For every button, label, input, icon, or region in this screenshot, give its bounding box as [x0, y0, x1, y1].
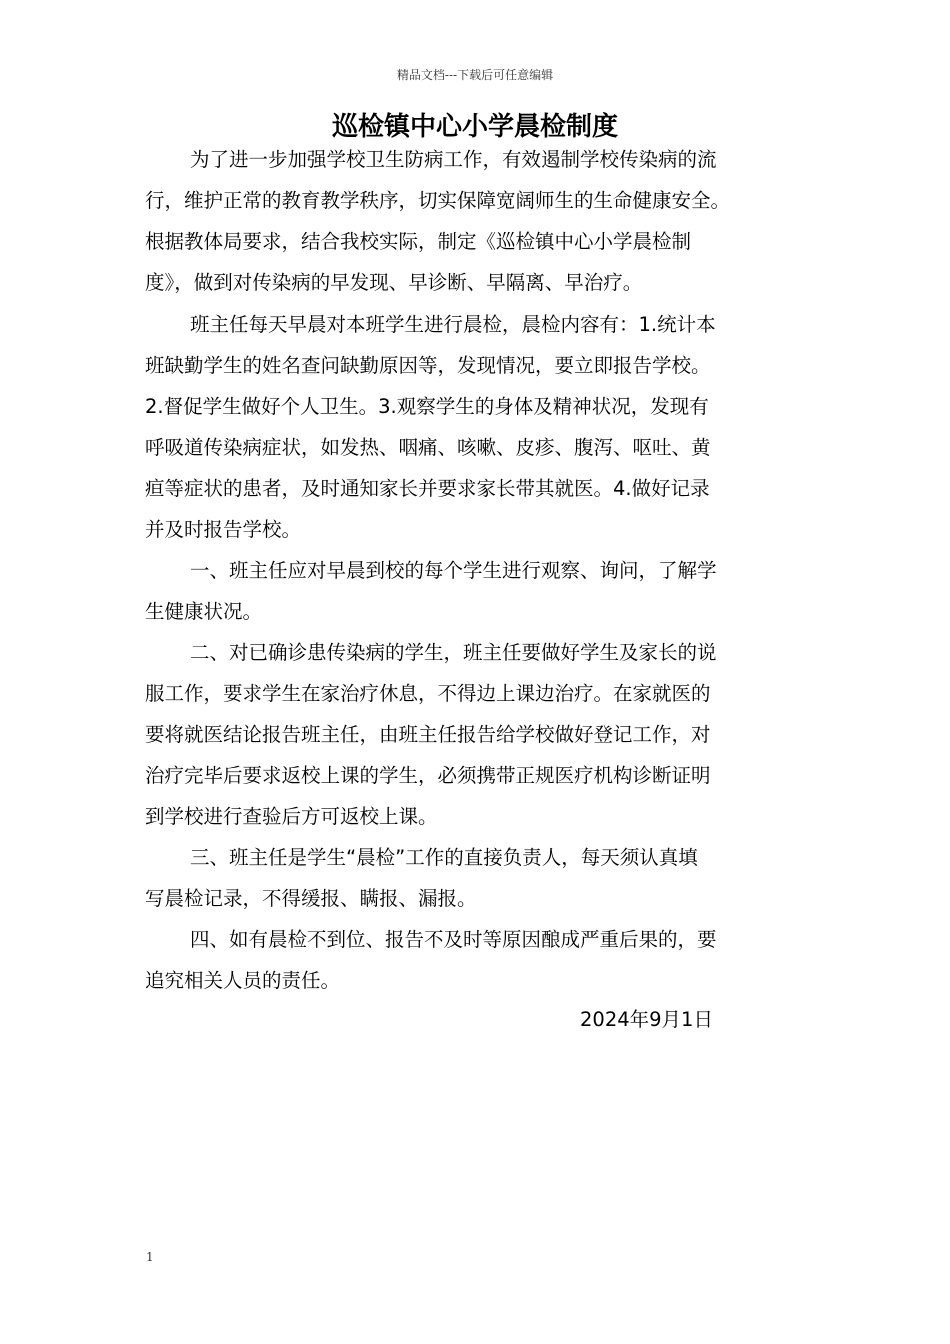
- body-line: 班主任每天早晨对本班学生进行晨检，晨检内容有：1.统计本: [190, 313, 716, 336]
- body-line: 治疗完毕后要求返校上课的学生，必须携带正规医疗机构诊断证明: [145, 764, 711, 787]
- body-line: 四、如有晨检不到位、报告不及时等原因酿成严重后果的，要: [190, 928, 717, 951]
- body-line: 疸等症状的患者，及时通知家长并要求家长带其就医。4.做好记录: [145, 477, 710, 500]
- header-note: 精品文档---下载后可任意编辑: [396, 68, 554, 82]
- body-line: 追究相关人员的责任。: [145, 969, 341, 992]
- body-line: 生健康状况。: [145, 600, 263, 623]
- document-date: 2024年9月1日: [580, 1008, 713, 1031]
- body-line: 度》，做到对传染病的早发现、早诊断、早隔离、早治疗。: [145, 271, 643, 294]
- document-title: 巡检镇中心小学晨检制度: [331, 112, 618, 142]
- body-line: 班缺勤学生的姓名查问缺勤原因等，发现情况，要立即报告学校。: [145, 354, 711, 377]
- body-line: 服工作，要求学生在家治疗休息，不得边上课边治疗。在家就医的: [145, 682, 711, 705]
- page-number: 1: [146, 1250, 154, 1264]
- body-line: 行，维护正常的教育教学秩序，切实保障宽阔师生的生命健康安全。: [145, 189, 731, 212]
- body-line: 一、班主任应对早晨到校的每个学生进行观察、询问，了解学: [190, 559, 717, 582]
- body-line: 根据教体局要求，结合我校实际，制定《巡检镇中心小学晨检制: [145, 230, 692, 253]
- body-line: 并及时报告学校。: [145, 518, 302, 541]
- body-line: 为了进一步加强学校卫生防病工作，有效遏制学校传染病的流: [190, 148, 717, 171]
- body-line: 呼吸道传染病症状，如发热、咽痛、咳嗽、皮疹、腹泻、呕吐、黄: [145, 436, 711, 459]
- body-line: 二、对已确诊患传染病的学生，班主任要做好学生及家长的说: [190, 641, 717, 664]
- body-line: 到学校进行查验后方可返校上课。: [145, 805, 438, 828]
- body-line: 要将就医结论报告班主任，由班主任报告给学校做好登记工作，对: [145, 723, 711, 746]
- body-line: 写晨检记录，不得缓报、瞒报、漏报。: [145, 887, 477, 910]
- body-line: 三、班主任是学生“晨检”工作的直接负责人，每天须认真填: [190, 846, 698, 869]
- body-line: 2.督促学生做好个人卫生。3.观察学生的身体及精神状况，发现有: [145, 395, 709, 418]
